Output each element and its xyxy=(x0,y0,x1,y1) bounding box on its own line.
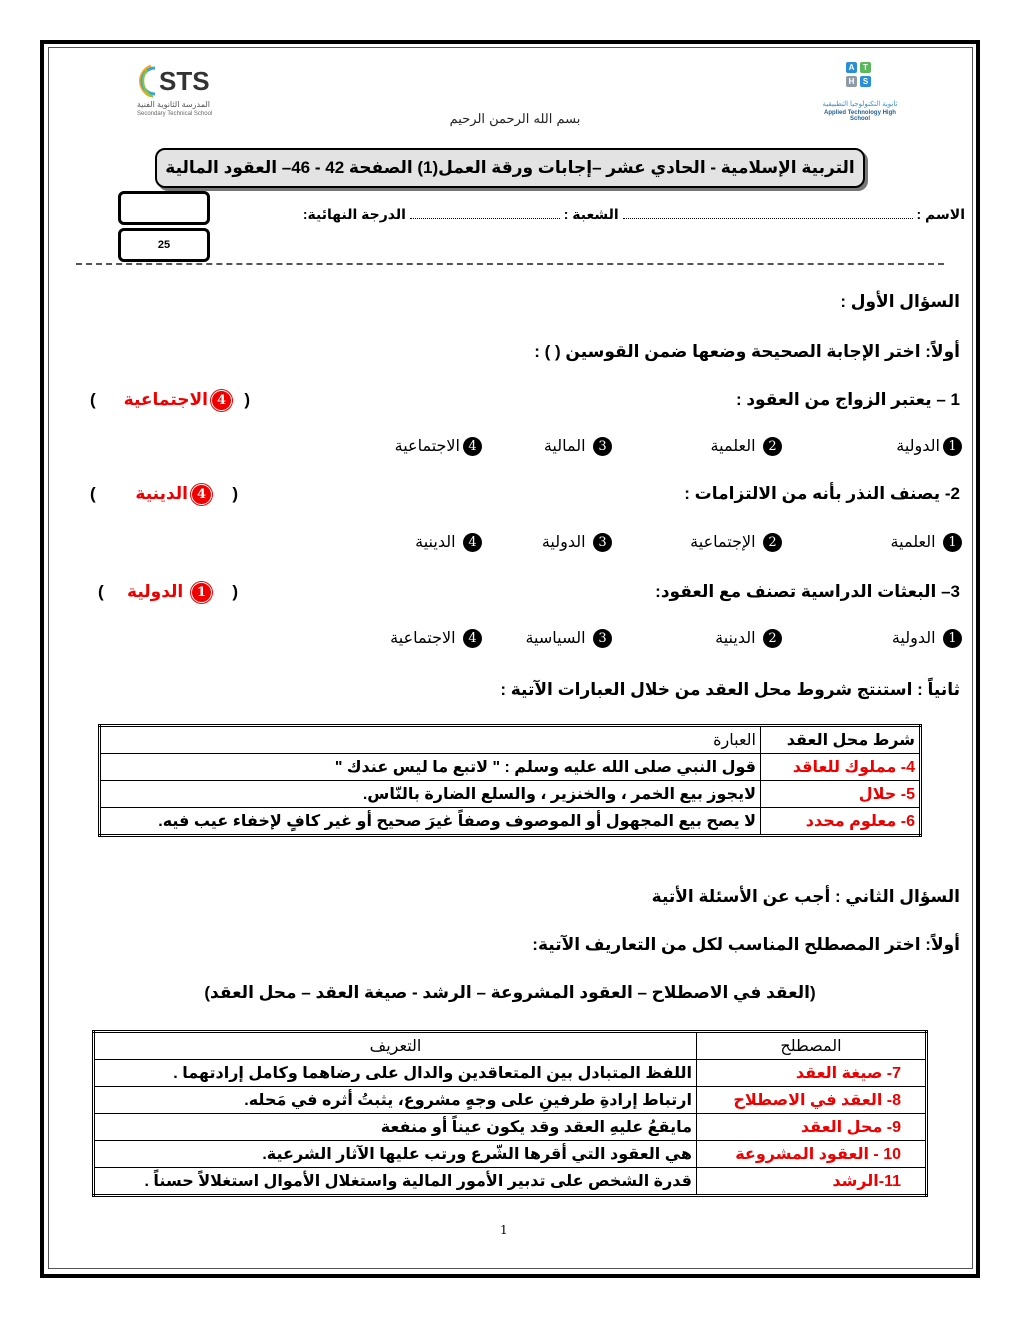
grade-total-box: 25 xyxy=(118,228,210,262)
section-field[interactable] xyxy=(410,206,560,219)
paren-open: ( xyxy=(244,390,250,409)
question-3-options xyxy=(352,628,962,652)
option-number-icon: 3 xyxy=(593,629,612,648)
option-1[interactable]: 1 الدولية xyxy=(892,628,962,648)
sts-logo-mark-icon xyxy=(137,62,227,98)
option-number-icon: 4 xyxy=(463,629,482,648)
paren-open: ( xyxy=(232,582,238,601)
paren-open: ( xyxy=(232,484,238,503)
table-row xyxy=(94,1060,927,1087)
q1-part2-instruction: ثانياً : استنتج شروط محل العقد من خلال العبارات الآتية : xyxy=(500,680,960,699)
paren-close: ) xyxy=(90,390,96,409)
header-term: المصطلح xyxy=(697,1032,927,1060)
option-number-icon: 4 xyxy=(463,437,482,456)
q2-heading: السؤال الثاني : أجب عن الأسئلة الأتية xyxy=(651,887,960,906)
answer-number-icon: 1 xyxy=(191,582,212,603)
table-row xyxy=(100,754,921,781)
paren-close: ) xyxy=(90,484,96,503)
question-1-text: 1 – يعتبر الزواج من العقود : xyxy=(735,390,960,409)
statement-cell: لايجوز بيع الخمر ، والخنزير ، والسلع الضارة بالنّاس. xyxy=(100,781,761,808)
option-3[interactable]: 3 السياسية xyxy=(525,628,612,648)
basmala: بسم الله الرحمن الرحيم xyxy=(449,112,581,127)
definition-cell: ارتباط إرادةِ طرفينِ على وجهٍ مشروع، يثبتُ أثره في مَحله. xyxy=(94,1087,697,1114)
grade-score-box[interactable] xyxy=(118,191,210,225)
student-info-line xyxy=(230,206,965,223)
definition-cell: مايقعُ عليهِ العقد وقد يكون عيناً أو منفعة xyxy=(94,1114,697,1141)
option-number-icon: 2 xyxy=(763,437,782,456)
option-number-icon: 1 xyxy=(943,437,962,456)
condition-cell: 6- معلوم محدد xyxy=(761,808,921,836)
paren-close: ) xyxy=(98,582,104,601)
statement-cell: لا يصح بيع المجهول أو الموصوف وصفاً غيرَ صحيح أو غير كافٍ لإخفاء عيب فيه. xyxy=(100,808,761,836)
aths-letter-h: H xyxy=(846,76,857,87)
terms-definitions-table xyxy=(92,1030,928,1197)
sts-logo xyxy=(137,62,227,122)
option-1[interactable]: 1الدولية xyxy=(896,436,962,456)
condition-cell: 5- حلال xyxy=(761,781,921,808)
term-cell: 8- العقد في الاصطلاح xyxy=(697,1087,927,1114)
answer-text: الدينية xyxy=(135,484,188,503)
statement-cell: قول النبي صلى الله عليه وسلم : " لاتبع ما ليس عندك " xyxy=(100,754,761,781)
option-4[interactable]: 4 الدينية xyxy=(415,532,482,552)
contract-conditions-table xyxy=(98,724,922,837)
sts-logo-arabic: المدرسة الثانوية الفنية xyxy=(137,100,210,109)
section-label: الشعبة : xyxy=(563,206,619,222)
option-2[interactable]: 2 الدينية xyxy=(715,628,782,648)
option-number-icon: 1 xyxy=(943,629,962,648)
option-4[interactable]: 4 الاجتماعية xyxy=(390,628,482,648)
svg-text:STS: STS xyxy=(159,66,210,96)
option-number-icon: 4 xyxy=(463,533,482,552)
table-row xyxy=(94,1087,927,1114)
option-number-icon: 1 xyxy=(943,533,962,552)
q2-part1-instruction: أولاً: اختر المصطلح المناسب لكل من التعاريف الآتية: xyxy=(532,935,960,954)
aths-letter-s: S xyxy=(860,76,871,87)
header-definition: التعريف xyxy=(94,1032,697,1060)
table-row xyxy=(100,808,921,836)
aths-letter-t: T xyxy=(860,62,871,73)
header-separator xyxy=(76,263,944,265)
option-2[interactable]: 2 العلمية xyxy=(711,436,782,456)
definition-cell: اللفظ المتبادل بين المتعاقدين والدال على رضاهما وكامل إرادتهما . xyxy=(94,1060,697,1087)
word-bank: (العقد في الاصطلاح – العقود المشروعة – الرشد - صيغة العقد – محل العقد) xyxy=(204,983,816,1002)
option-4[interactable]: 4الاجتماعية xyxy=(395,436,482,456)
term-cell: 7- صيغة العقد xyxy=(697,1060,927,1087)
table-row xyxy=(100,781,921,808)
option-2[interactable]: 2 الإجتماعية xyxy=(690,532,782,552)
question-3-text: 3– البعثات الدراسية تصنف مع العقود: xyxy=(655,582,960,601)
question-1-options xyxy=(342,436,962,460)
option-number-icon: 3 xyxy=(593,437,612,456)
table-header-row xyxy=(100,726,921,754)
term-cell: 11-الرشد xyxy=(697,1168,927,1196)
table-row xyxy=(94,1168,927,1196)
definition-cell: هي العقود التي أقرها الشّرع ورتب عليها الآثار الشرعية. xyxy=(94,1141,697,1168)
answer-text: الاجتماعية xyxy=(123,390,208,409)
option-1[interactable]: 1 العلمية xyxy=(891,532,962,552)
question-2-text: 2- يصنف النذر بأنه من الالتزامات : xyxy=(684,484,960,503)
term-cell: 9- محل العقد xyxy=(697,1114,927,1141)
option-number-icon: 3 xyxy=(593,533,612,552)
aths-letter-a: A xyxy=(846,62,857,73)
answer-value xyxy=(127,582,212,603)
name-field[interactable] xyxy=(623,206,913,219)
option-number-icon: 2 xyxy=(763,629,782,648)
header-statement: العبارة xyxy=(100,726,761,754)
aths-logo xyxy=(820,60,900,126)
answer-value xyxy=(124,390,232,411)
q1-part1-instruction: أولاً: اختر الإجابة الصحيحة وضعها ضمن القوسين ( ) : xyxy=(534,342,960,361)
table-header-row xyxy=(94,1032,927,1060)
term-cell: 10 - العقود المشروعة xyxy=(697,1141,927,1168)
definition-cell: قدرة الشخص على تدبير الأمور المالية واستغلال الأموال استغلالاً حسناً . xyxy=(94,1168,697,1196)
option-number-icon: 2 xyxy=(763,533,782,552)
answer-value xyxy=(135,484,212,505)
answer-text: الدولية xyxy=(127,582,184,601)
aths-logo-arabic: ثانوية التكنولوجيا التطبيقية xyxy=(822,101,898,108)
condition-cell: 4- مملوك للعاقد xyxy=(761,754,921,781)
question-2-options xyxy=(362,532,962,556)
table-row xyxy=(94,1141,927,1168)
answer-number-icon: 4 xyxy=(211,390,232,411)
option-3[interactable]: 3 المالية xyxy=(544,436,612,456)
name-label: الاسم : xyxy=(916,206,965,222)
q1-heading: السؤال الأول : xyxy=(840,292,960,311)
option-3[interactable]: 3 الدولية xyxy=(542,532,612,552)
final-grade-label: الدرجة النهائية: xyxy=(302,206,406,222)
page-number: 1 xyxy=(500,1223,508,1237)
sts-logo-english: Secondary Technical School xyxy=(137,111,213,117)
table-row xyxy=(94,1114,927,1141)
header-condition: شرط محل العقد xyxy=(761,726,921,754)
answer-number-icon: 4 xyxy=(191,484,212,505)
worksheet-title: التربية الإسلامية - الحادي عشر –إجابات ورقة العمل(1) الصفحة 42 - 46– العقود المالية xyxy=(155,148,865,188)
aths-logo-english: Applied Technology High School xyxy=(824,110,896,122)
